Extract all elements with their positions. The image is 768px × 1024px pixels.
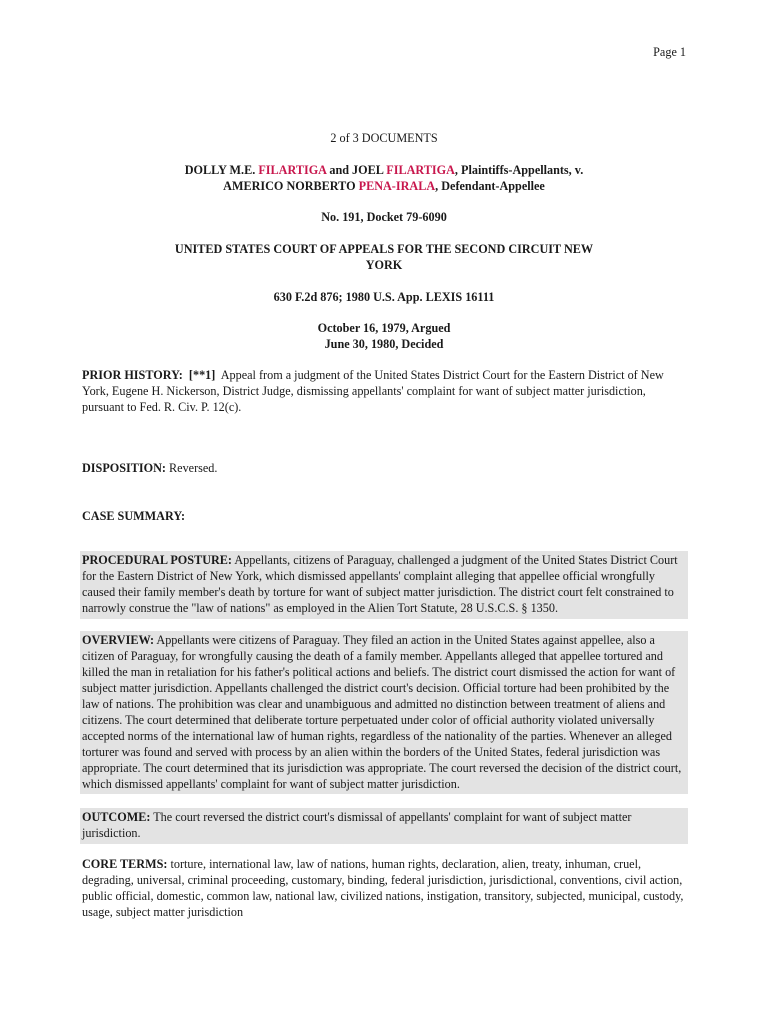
case-summary [82, 508, 688, 524]
parties-text: , Defendant-Appellee [435, 179, 545, 193]
case-parties [82, 162, 686, 194]
parties-text: , Plaintiffs-Appellants, v. [454, 163, 584, 177]
party-name-highlight: FILARTIGA [258, 163, 327, 177]
parties-text: DOLLY M.E. [184, 163, 259, 177]
docket-number: No. 191, Docket 79-6090 [321, 210, 447, 224]
prior-history-label: PRIOR HISTORY: [82, 368, 183, 382]
prior-history-text: Appeal from a judgment of the United States District Court for the Eastern District of New York, Eugene H. Nickerson, District Judge, dismissing appellants' complaint for want of subject matter jurisdiction, pursuant to Fed. R. Civ. P. 12(c). [82, 368, 664, 414]
procedural-posture-label: PROCEDURAL POSTURE: [82, 553, 232, 567]
core-terms-text: torture, international law, law of nations, human rights, declaration, alien, treaty, inhuman, cruel, degrading, universal, criminal proceeding, customary, binding, federal jurisdiction, jurisdictional, conventions, civil action, public official, domestic, common law, national law, civilized nations, instigation, transitory, subjected, municipal, custody, usage, subject matter jurisdiction [82, 857, 684, 919]
overview-box [80, 631, 688, 794]
case-summary-label: CASE SUMMARY: [82, 509, 186, 523]
party-name-highlight: FILARTIGA [386, 163, 455, 177]
disposition-text: Reversed. [169, 461, 218, 475]
prior-history [82, 367, 688, 415]
outcome-label: OUTCOME: [82, 810, 151, 824]
parties-text: AMERICO NORBERTO [223, 179, 359, 193]
court-name: UNITED STATES COURT OF APPEALS FOR THE SECOND CIRCUIT NEW YORK [174, 242, 594, 272]
page-number: Page 1 [653, 45, 686, 59]
disposition [82, 460, 688, 476]
disposition-label: DISPOSITION: [82, 461, 166, 475]
core-terms-label: CORE TERMS: [82, 857, 168, 871]
outcome-box [80, 808, 688, 844]
outcome-text: The court reversed the district court's dismissal of appellants' complaint for want of subject matter jurisdiction. [82, 810, 632, 840]
party-name-highlight: PENA-IRALA [358, 179, 436, 193]
page-ref: [**1] [188, 368, 216, 382]
procedural-posture-box [80, 551, 688, 619]
citation: 630 F.2d 876; 1980 U.S. App. LEXIS 16111 [273, 290, 495, 304]
decided-date: June 30, 1980, Decided [324, 337, 444, 351]
overview-label: OVERVIEW: [82, 633, 155, 647]
parties-text: and JOEL [326, 163, 387, 177]
procedural-posture-text: Appellants, citizens of Paraguay, challenged a judgment of the United States District Court for the Eastern District of New York, which dismissed appellants' complaint alleging that appellee official wrongfully caused their family member's death by torture for want of subject matter jurisdiction. The district court felt constrained to narrowly construe the "law of nations" as employed in the Alien Tort Statute, 28 U.S.C.S. § 1350. [82, 553, 678, 615]
argued-date: October 16, 1979, Argued [317, 321, 451, 335]
documents-count: 2 of 3 DOCUMENTS [330, 131, 438, 145]
overview-text: Appellants were citizens of Paraguay. They filed an action in the United States against appellee, also a citizen of Paraguay, for wrongfully causing the death of a family member. Appellants alleged that appellee tortured and killed the man in retaliation for his father's political actions and beliefs. The district court dismissed the action for want of subject matter jurisdiction. Appellants challenged the district court's decision. Official torture had been prohibited by the law of nations. The prohibition was clear and unambiguous and admitted no distinction between treatment of aliens and citizens. The court determined that deliberate torture perpetuated under color of official authority violated universally accepted norms of the international law of human rights, regardless of the nationality of the parties. Whenever an alleged torturer was found and served with process by an alien within the borders of the United States, federal jurisdiction was appropriate. The court determined that its jurisdiction was appropriate. The court reversed the decision of the district court, which dismissed appellants' complaint for want of subject matter jurisdiction. [82, 633, 682, 791]
core-terms [82, 856, 688, 920]
